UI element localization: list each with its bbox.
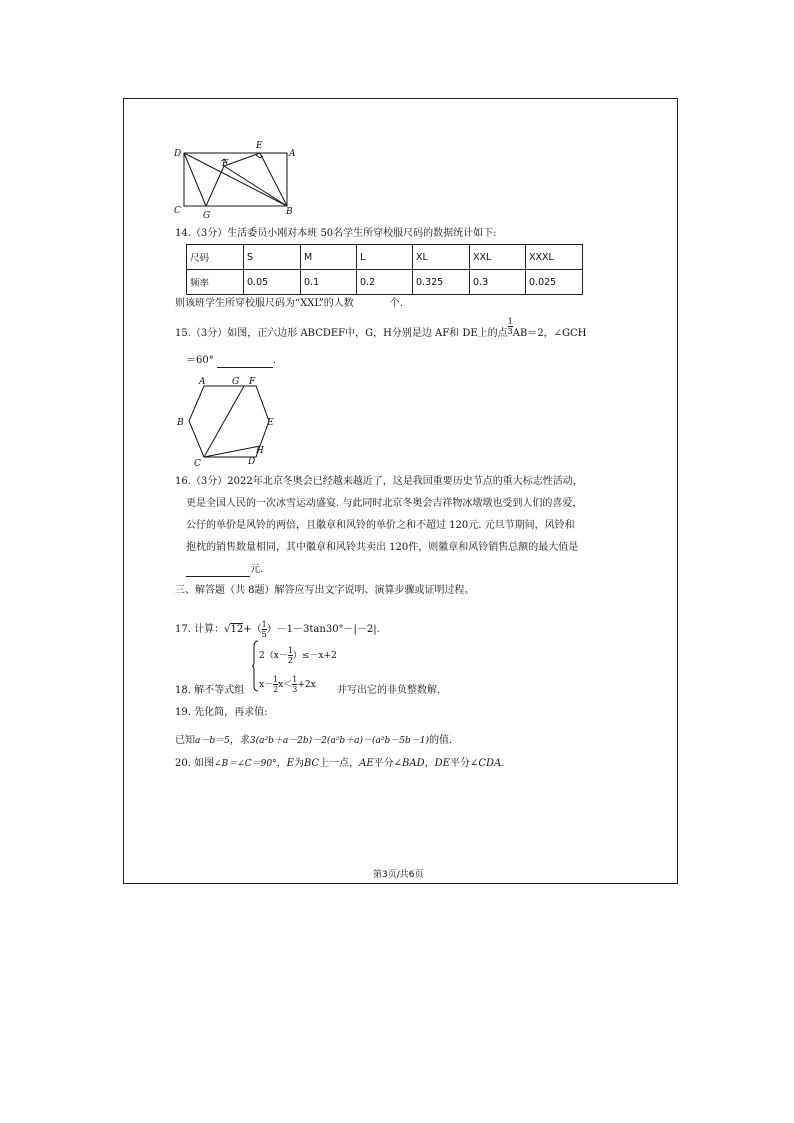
- frac-num: 1: [287, 646, 293, 655]
- table-cell: L: [357, 245, 413, 270]
- q16-line3: 公仔的单价是风铃的两倍，且徽章和风铃的单价之和不超过 120元. 元旦节期间，风铃和: [186, 520, 575, 531]
- q19-title: 19. 先化简，再求值:: [175, 707, 268, 718]
- page-footer: 第3页/共6页: [373, 870, 424, 880]
- answer-blank: [217, 367, 273, 368]
- q16-line4: 抱枕的销售数量相同，其中徽章和风铃共卖出 120件，则徽章和风铃销售总额的最大值是: [186, 542, 579, 553]
- q20-text-g: 平分: [449, 758, 470, 769]
- q20-text-b: ，: [276, 758, 287, 769]
- frac-den: 3: [292, 685, 298, 694]
- q17-line: [175, 620, 380, 639]
- frac-den: 3: [507, 327, 513, 336]
- q18-inequality-1: [259, 646, 337, 665]
- q18-prefix: 18. 解不等式组: [175, 685, 245, 696]
- hexagon-figure: [172, 373, 282, 469]
- frac-den: 5: [261, 630, 267, 639]
- frac-num: 1: [507, 317, 513, 326]
- table-cell: 0.325: [413, 270, 470, 295]
- q18-inequality-2: [259, 675, 316, 694]
- answer-blank: [186, 576, 250, 577]
- q18-ineq1-a: 2（x－: [259, 651, 288, 661]
- sqrt-symbol: √: [224, 624, 231, 635]
- q20-text-f: ，: [424, 758, 435, 769]
- table-cell: 0.2: [357, 270, 413, 295]
- table-cell: 频率: [187, 270, 244, 295]
- q19-condition: a－b＝5: [195, 736, 230, 746]
- table-cell: S: [244, 245, 301, 270]
- fig13-label-c: C: [174, 206, 181, 216]
- q16-line1: 16.（3分）2022年北京冬奥会已经越来越近了，这是我国重要历史节点的重大标志性活动，: [175, 476, 583, 487]
- table-row: [187, 270, 583, 295]
- q16-line5-end: 元.: [250, 564, 264, 575]
- table-row: [187, 245, 583, 270]
- brace-icon: [251, 640, 259, 692]
- table-cell: XL: [413, 245, 470, 270]
- frac-den: 2: [287, 656, 293, 665]
- q15-text-a: 15.（3分）如图，正六边形 ABCDEF中，G，H分别是边 AF和 DE上的点: [175, 328, 508, 339]
- q18-suffix: 并写出它的非负整数解.: [337, 685, 441, 696]
- q20-point-e: E: [286, 758, 294, 769]
- fig15-label-e: E: [267, 418, 274, 428]
- q16-line5: [186, 563, 263, 577]
- frac-num: 1: [273, 675, 279, 684]
- fig15-label-f: F: [249, 377, 256, 387]
- frac-num: 1: [261, 620, 267, 629]
- q17-plus: +（: [243, 624, 262, 635]
- q20-text-c: 为: [293, 758, 304, 769]
- table-cell: XXXL: [526, 245, 583, 270]
- q14-answer-prefix: 则该班学生所穿校服尺码为“XXL”的人数: [175, 298, 354, 309]
- q14-answer-line: [175, 297, 403, 311]
- q20-segment-de: DE: [434, 758, 450, 769]
- q15-line1: [175, 317, 587, 341]
- fig13-label-g: G: [203, 211, 211, 220]
- fig15-label-d: D: [248, 457, 256, 467]
- q18-ineq2-c: +2x: [297, 680, 316, 690]
- q19-text-c: 的值.: [429, 735, 453, 746]
- q14-text: 14.（3分）生活委员小刚对本班 50名学生所穿校服尺码的数据统计如下:: [175, 228, 497, 239]
- q20-line: [175, 757, 504, 771]
- q20-segment-bc: BC: [303, 758, 320, 769]
- fig13-label-b: B: [286, 207, 293, 217]
- fig15-label-h: H: [256, 446, 264, 456]
- fig13-label-e: E: [256, 141, 263, 151]
- fig13-label-d: D: [174, 149, 182, 159]
- q17-radicand: 12: [230, 624, 244, 635]
- q20-text-d: 上一点，: [319, 758, 360, 769]
- q17-prefix: 17. 计算：: [175, 624, 225, 635]
- q20-text-a: 20. 如图: [175, 758, 215, 769]
- q20-text-h: .: [501, 758, 505, 769]
- q15-line2-text: ＝60°: [186, 355, 214, 366]
- q18-ineq1-b: ）≤－x+2: [292, 651, 337, 661]
- frac-num: 1: [292, 675, 298, 684]
- q20-condition: ∠B＝∠C＝90°: [214, 759, 277, 769]
- fig13-label-f: F: [222, 159, 229, 169]
- table-cell: 尺码: [187, 245, 244, 270]
- table-cell: 0.025: [526, 270, 583, 295]
- q20-angle-cda: ∠CDA: [469, 758, 502, 769]
- q19-text-b: ，求: [229, 735, 250, 746]
- q20-angle-bad: ∠BAD: [393, 758, 425, 769]
- rectangle-figure: [170, 138, 300, 220]
- q17-rest: ）－1－3tan30°－|－2|.: [266, 624, 380, 635]
- section3-title: 三、解答题（共 8题）解答应写出文字说明、演算步骤或证明过程。: [175, 585, 475, 596]
- q19-text-a: 已知: [175, 735, 195, 746]
- q15-text-b: AB＝2，∠GCH: [512, 328, 587, 339]
- table-cell: 0.3: [470, 270, 526, 295]
- q15-line2: [186, 354, 276, 368]
- frac-den: 2: [273, 685, 279, 694]
- q20-segment-ae: AE: [359, 758, 374, 769]
- q19-line: [175, 734, 452, 748]
- size-frequency-table: [186, 244, 583, 295]
- q15-end: .: [272, 355, 276, 366]
- table-cell: 0.05: [244, 270, 301, 295]
- fig13-label-a: A: [289, 149, 296, 159]
- q20-text-e: 平分: [373, 758, 394, 769]
- fig15-label-c: C: [194, 459, 201, 469]
- q14-answer-suffix: 个.: [389, 298, 403, 309]
- q16-line2: 更是全国人民的一次冰雪运动盛宴. 与此同时北京冬奥会吉祥物冰墩墩也受到人们的喜爱，: [186, 498, 583, 509]
- table-cell: 0.1: [301, 270, 357, 295]
- q18-ineq2-a: x－: [259, 680, 274, 690]
- fig15-label-g: G: [232, 377, 240, 387]
- fig15-label-a: A: [199, 377, 206, 387]
- table-cell: M: [301, 245, 357, 270]
- q18-ineq2-b: x＜: [278, 680, 293, 690]
- table-cell: XXL: [470, 245, 526, 270]
- fig15-label-b: B: [177, 418, 184, 428]
- q19-expression: 3(a²b＋a－2b)－2(a²b＋a)－(a²b－5b－1): [249, 736, 430, 746]
